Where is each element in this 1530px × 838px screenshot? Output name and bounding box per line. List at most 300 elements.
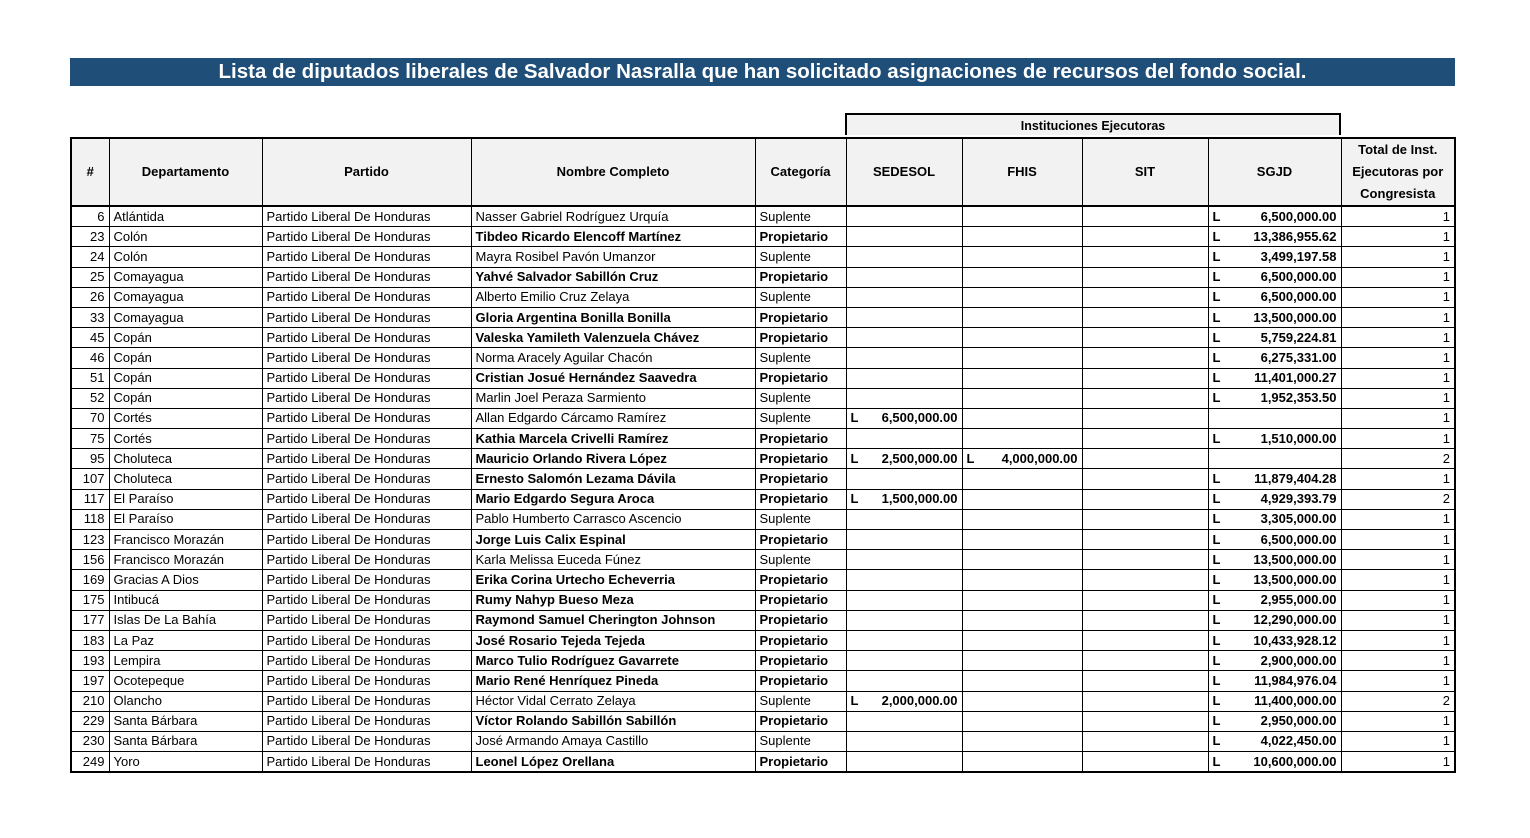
- cell-departamento: Lempira: [109, 651, 262, 671]
- cell-num: 230: [71, 731, 109, 751]
- table-row: [71, 691, 1455, 711]
- amount-value: 6,500,000.00: [1260, 269, 1337, 285]
- cell-num: 118: [71, 509, 109, 529]
- cell-categoria: Propietario: [755, 530, 846, 550]
- cell-fhis: [962, 489, 1082, 509]
- cell-num: 169: [71, 570, 109, 590]
- cell-total: 1: [1341, 550, 1455, 570]
- cell-sedesol: [846, 731, 962, 751]
- cell-departamento: Yoro: [109, 752, 262, 773]
- cell-departamento: El Paraíso: [109, 509, 262, 529]
- cell-sgjd: [1208, 610, 1341, 630]
- cell-partido: Partido Liberal De Honduras: [262, 711, 471, 731]
- cell-nombre: Norma Aracely Aguilar Chacón: [471, 348, 755, 368]
- cell-total: 1: [1341, 671, 1455, 691]
- amount-value: 11,984,976.04: [1254, 672, 1337, 688]
- cell-sedesol: [846, 348, 962, 368]
- cell-departamento: Comayagua: [109, 307, 262, 327]
- cell-nombre: Rumy Nahyp Bueso Meza: [471, 590, 755, 610]
- cell-departamento: Colón: [109, 247, 262, 267]
- cell-total: 1: [1341, 610, 1455, 630]
- cell-fhis: [962, 206, 1082, 227]
- cell-departamento: Comayagua: [109, 267, 262, 287]
- header-sgjd: SGJD: [1208, 138, 1341, 206]
- amount-value: 12,290,000.00: [1253, 612, 1337, 628]
- cell-total: 1: [1341, 267, 1455, 287]
- cell-categoria: Suplente: [755, 509, 846, 529]
- cell-num: 24: [71, 247, 109, 267]
- cell-partido: Partido Liberal De Honduras: [262, 590, 471, 610]
- cell-num: 70: [71, 408, 109, 428]
- amount-value: 13,500,000.00: [1253, 571, 1337, 587]
- table-row: [71, 610, 1455, 630]
- cell-fhis: [962, 348, 1082, 368]
- currency-symbol: L: [1212, 349, 1221, 365]
- cell-partido: Partido Liberal De Honduras: [262, 691, 471, 711]
- currency-symbol: L: [1212, 551, 1221, 567]
- cell-categoria: Propietario: [755, 469, 846, 489]
- table-row: [71, 630, 1455, 650]
- cell-categoria: Propietario: [755, 590, 846, 610]
- amount-value: 2,900,000.00: [1260, 652, 1337, 668]
- header-fhis: FHIS: [962, 138, 1082, 206]
- cell-sgjd: [1208, 530, 1341, 550]
- cell-sedesol: [846, 368, 962, 388]
- cell-num: 183: [71, 630, 109, 650]
- cell-total: 2: [1341, 489, 1455, 509]
- currency-symbol: L: [966, 450, 975, 466]
- cell-total: 1: [1341, 570, 1455, 590]
- table-row: [71, 530, 1455, 550]
- table-row: [71, 328, 1455, 348]
- currency-symbol: L: [1212, 511, 1221, 527]
- cell-fhis: [962, 570, 1082, 590]
- cell-categoria: Suplente: [755, 731, 846, 751]
- cell-sit: [1082, 590, 1208, 610]
- cell-sgjd: [1208, 570, 1341, 590]
- cell-total: 1: [1341, 752, 1455, 773]
- cell-num: 156: [71, 550, 109, 570]
- amount-value: 6,500,000.00: [1260, 531, 1337, 547]
- cell-sit: [1082, 287, 1208, 307]
- cell-partido: Partido Liberal De Honduras: [262, 287, 471, 307]
- cell-num: 46: [71, 348, 109, 368]
- table-row: [71, 469, 1455, 489]
- cell-total: 2: [1341, 691, 1455, 711]
- cell-nombre: Karla Melissa Euceda Fúnez: [471, 550, 755, 570]
- cell-sedesol: [846, 711, 962, 731]
- currency-symbol: L: [1212, 269, 1221, 285]
- amount-value: 13,500,000.00: [1253, 551, 1337, 567]
- cell-nombre: Mario René Henríquez Pineda: [471, 671, 755, 691]
- amount-value: 11,401,000.27: [1254, 370, 1337, 386]
- cell-departamento: Intibucá: [109, 590, 262, 610]
- cell-sedesol: [846, 307, 962, 327]
- cell-categoria: Propietario: [755, 570, 846, 590]
- cell-sit: [1082, 550, 1208, 570]
- cell-departamento: Copán: [109, 388, 262, 408]
- cell-num: 95: [71, 449, 109, 469]
- currency-symbol: L: [1212, 390, 1221, 406]
- cell-departamento: Ocotepeque: [109, 671, 262, 691]
- cell-sgjd: [1208, 630, 1341, 650]
- cell-num: 6: [71, 206, 109, 227]
- cell-fhis: [962, 368, 1082, 388]
- table-row: [71, 287, 1455, 307]
- cell-total: 1: [1341, 388, 1455, 408]
- cell-sedesol: [846, 206, 962, 227]
- cell-sgjd: [1208, 328, 1341, 348]
- currency-symbol: L: [1212, 592, 1221, 608]
- amount-value: 4,022,450.00: [1260, 733, 1337, 749]
- cell-sedesol: [846, 328, 962, 348]
- header-nombre: Nombre Completo: [471, 138, 755, 206]
- cell-fhis: [962, 651, 1082, 671]
- cell-departamento: Choluteca: [109, 449, 262, 469]
- cell-fhis: [962, 429, 1082, 449]
- cell-nombre: Alberto Emilio Cruz Zelaya: [471, 287, 755, 307]
- cell-sgjd: [1208, 489, 1341, 509]
- cell-sit: [1082, 691, 1208, 711]
- cell-partido: Partido Liberal De Honduras: [262, 408, 471, 428]
- cell-partido: Partido Liberal De Honduras: [262, 550, 471, 570]
- table-row: [71, 429, 1455, 449]
- table-body: [71, 206, 1455, 772]
- cell-fhis: [962, 731, 1082, 751]
- amount-value: 4,929,393.79: [1260, 491, 1337, 507]
- currency-symbol: L: [1212, 612, 1221, 628]
- cell-total: 2: [1341, 449, 1455, 469]
- cell-sit: [1082, 752, 1208, 773]
- currency-symbol: L: [1212, 370, 1221, 386]
- cell-total: 1: [1341, 711, 1455, 731]
- cell-nombre: Nasser Gabriel Rodríguez Urquía: [471, 206, 755, 227]
- cell-sgjd: [1208, 287, 1341, 307]
- amount-value: 1,500,000.00: [881, 491, 958, 507]
- cell-total: 1: [1341, 368, 1455, 388]
- cell-sgjd: [1208, 449, 1341, 469]
- cell-sit: [1082, 489, 1208, 509]
- cell-partido: Partido Liberal De Honduras: [262, 348, 471, 368]
- cell-fhis: [962, 691, 1082, 711]
- cell-fhis: [962, 509, 1082, 529]
- cell-num: 75: [71, 429, 109, 449]
- cell-nombre: Tibdeo Ricardo Elencoff Martínez: [471, 227, 755, 247]
- cell-num: 229: [71, 711, 109, 731]
- cell-nombre: Víctor Rolando Sabillón Sabillón: [471, 711, 755, 731]
- cell-total: 1: [1341, 469, 1455, 489]
- cell-total: 1: [1341, 206, 1455, 227]
- amount-value: 11,400,000.00: [1254, 693, 1337, 709]
- table-row: [71, 509, 1455, 529]
- cell-num: 210: [71, 691, 109, 711]
- cell-partido: Partido Liberal De Honduras: [262, 630, 471, 650]
- currency-symbol: L: [1212, 228, 1221, 244]
- amount-value: 3,305,000.00: [1260, 511, 1337, 527]
- cell-fhis: [962, 227, 1082, 247]
- currency-symbol: L: [1212, 491, 1221, 507]
- cell-sgjd: [1208, 408, 1341, 428]
- amount-value: 1,510,000.00: [1260, 430, 1337, 446]
- cell-sit: [1082, 408, 1208, 428]
- currency-symbol: L: [1212, 471, 1221, 487]
- cell-partido: Partido Liberal De Honduras: [262, 227, 471, 247]
- amount-value: 4,000,000.00: [1001, 450, 1078, 466]
- cell-num: 249: [71, 752, 109, 773]
- currency-symbol: L: [1212, 632, 1221, 648]
- cell-nombre: Mayra Rosibel Pavón Umanzor: [471, 247, 755, 267]
- cell-sedesol: [846, 388, 962, 408]
- currency-symbol: L: [1212, 309, 1221, 325]
- cell-total: 1: [1341, 408, 1455, 428]
- cell-departamento: Choluteca: [109, 469, 262, 489]
- cell-fhis: [962, 247, 1082, 267]
- cell-categoria: Propietario: [755, 307, 846, 327]
- currency-symbol: L: [1212, 753, 1221, 769]
- table-row: [71, 307, 1455, 327]
- cell-num: 52: [71, 388, 109, 408]
- cell-nombre: Héctor Vidal Cerrato Zelaya: [471, 691, 755, 711]
- cell-sedesol: [846, 429, 962, 449]
- cell-categoria: Suplente: [755, 206, 846, 227]
- amount-value: 13,386,955.62: [1253, 228, 1337, 244]
- cell-categoria: Propietario: [755, 671, 846, 691]
- cell-total: 1: [1341, 429, 1455, 449]
- cell-sedesol: [846, 287, 962, 307]
- cell-sedesol: [846, 590, 962, 610]
- cell-nombre: Ernesto Salomón Lezama Dávila: [471, 469, 755, 489]
- deputies-table: [70, 137, 1456, 773]
- document-title: Lista de diputados liberales de Salvador Nasralla que han solicitado asignaciones de recursos del fondo social.: [70, 58, 1455, 86]
- cell-partido: Partido Liberal De Honduras: [262, 509, 471, 529]
- cell-nombre: Allan Edgardo Cárcamo Ramírez: [471, 408, 755, 428]
- table-row: [71, 227, 1455, 247]
- cell-fhis: [962, 388, 1082, 408]
- cell-total: 1: [1341, 509, 1455, 529]
- cell-sit: [1082, 469, 1208, 489]
- table-row: [71, 590, 1455, 610]
- header-num: #: [71, 138, 109, 206]
- amount-value: 3,499,197.58: [1260, 248, 1337, 264]
- header-total: Total de Inst. Ejecutoras por Congresista: [1341, 138, 1455, 206]
- cell-categoria: Propietario: [755, 267, 846, 287]
- table-row: [71, 247, 1455, 267]
- cell-sit: [1082, 267, 1208, 287]
- cell-sgjd: [1208, 550, 1341, 570]
- cell-departamento: Colón: [109, 227, 262, 247]
- amount-value: 2,000,000.00: [881, 693, 958, 709]
- cell-sgjd: [1208, 247, 1341, 267]
- cell-fhis: [962, 550, 1082, 570]
- header-partido: Partido: [262, 138, 471, 206]
- cell-sgjd: [1208, 731, 1341, 751]
- header-sit: SIT: [1082, 138, 1208, 206]
- amount-value: 10,600,000.00: [1253, 753, 1337, 769]
- cell-sedesol: [846, 509, 962, 529]
- cell-nombre: Mauricio Orlando Rivera López: [471, 449, 755, 469]
- cell-departamento: Santa Bárbara: [109, 711, 262, 731]
- table-row: [71, 752, 1455, 773]
- cell-num: 45: [71, 328, 109, 348]
- cell-nombre: Kathia Marcela Crivelli Ramírez: [471, 429, 755, 449]
- cell-fhis: [962, 307, 1082, 327]
- cell-num: 177: [71, 610, 109, 630]
- currency-symbol: L: [850, 491, 859, 507]
- cell-nombre: José Armando Amaya Castillo: [471, 731, 755, 751]
- cell-nombre: Marlin Joel Peraza Sarmiento: [471, 388, 755, 408]
- cell-total: 1: [1341, 731, 1455, 751]
- table-header-row: [71, 138, 1455, 206]
- cell-departamento: Cortés: [109, 408, 262, 428]
- cell-sedesol: [846, 752, 962, 773]
- cell-sgjd: [1208, 711, 1341, 731]
- amount-value: 11,879,404.28: [1254, 471, 1337, 487]
- cell-categoria: Suplente: [755, 691, 846, 711]
- currency-symbol: L: [1212, 430, 1221, 446]
- cell-total: 1: [1341, 590, 1455, 610]
- cell-nombre: Leonel López Orellana: [471, 752, 755, 773]
- cell-departamento: Cortés: [109, 429, 262, 449]
- cell-sgjd: [1208, 348, 1341, 368]
- cell-sit: [1082, 348, 1208, 368]
- cell-sedesol: [846, 570, 962, 590]
- cell-nombre: Valeska Yamileth Valenzuela Chávez: [471, 328, 755, 348]
- cell-num: 197: [71, 671, 109, 691]
- amount-value: 6,500,000.00: [1260, 289, 1337, 305]
- cell-fhis: [962, 671, 1082, 691]
- cell-departamento: Francisco Morazán: [109, 530, 262, 550]
- header-departamento: Departamento: [109, 138, 262, 206]
- currency-symbol: L: [850, 410, 859, 426]
- cell-total: 1: [1341, 307, 1455, 327]
- cell-nombre: Mario Edgardo Segura Aroca: [471, 489, 755, 509]
- cell-categoria: Suplente: [755, 348, 846, 368]
- cell-fhis: [962, 469, 1082, 489]
- cell-sgjd: [1208, 752, 1341, 773]
- cell-nombre: Yahvé Salvador Sabillón Cruz: [471, 267, 755, 287]
- currency-symbol: L: [1212, 652, 1221, 668]
- cell-num: 33: [71, 307, 109, 327]
- cell-sgjd: [1208, 388, 1341, 408]
- cell-num: 26: [71, 287, 109, 307]
- cell-sedesol: [846, 630, 962, 650]
- cell-sit: [1082, 630, 1208, 650]
- cell-sgjd: [1208, 590, 1341, 610]
- cell-categoria: Propietario: [755, 227, 846, 247]
- cell-partido: Partido Liberal De Honduras: [262, 610, 471, 630]
- cell-categoria: Propietario: [755, 651, 846, 671]
- cell-sit: [1082, 388, 1208, 408]
- cell-num: 175: [71, 590, 109, 610]
- cell-num: 23: [71, 227, 109, 247]
- cell-partido: Partido Liberal De Honduras: [262, 752, 471, 773]
- cell-sit: [1082, 247, 1208, 267]
- cell-num: 51: [71, 368, 109, 388]
- amount-value: 1,952,353.50: [1260, 390, 1337, 406]
- cell-total: 1: [1341, 247, 1455, 267]
- cell-sedesol: [846, 469, 962, 489]
- cell-sit: [1082, 368, 1208, 388]
- amount-value: 10,433,928.12: [1253, 632, 1337, 648]
- cell-departamento: Santa Bárbara: [109, 731, 262, 751]
- cell-departamento: Olancho: [109, 691, 262, 711]
- cell-sedesol: [846, 651, 962, 671]
- cell-departamento: La Paz: [109, 630, 262, 650]
- amount-value: 2,955,000.00: [1260, 592, 1337, 608]
- cell-sgjd: [1208, 651, 1341, 671]
- cell-categoria: Propietario: [755, 328, 846, 348]
- cell-sedesol: [846, 247, 962, 267]
- cell-sit: [1082, 610, 1208, 630]
- cell-sgjd: [1208, 691, 1341, 711]
- cell-sedesol: [846, 530, 962, 550]
- header-categoria: Categoría: [755, 138, 846, 206]
- cell-nombre: Cristian Josué Hernández Saavedra: [471, 368, 755, 388]
- cell-partido: Partido Liberal De Honduras: [262, 206, 471, 227]
- currency-symbol: L: [1212, 672, 1221, 688]
- cell-nombre: Marco Tulio Rodríguez Gavarrete: [471, 651, 755, 671]
- cell-nombre: Raymond Samuel Cherington Johnson: [471, 610, 755, 630]
- cell-partido: Partido Liberal De Honduras: [262, 247, 471, 267]
- cell-fhis: [962, 328, 1082, 348]
- cell-sit: [1082, 449, 1208, 469]
- cell-total: 1: [1341, 227, 1455, 247]
- cell-partido: Partido Liberal De Honduras: [262, 671, 471, 691]
- cell-fhis: [962, 752, 1082, 773]
- cell-sit: [1082, 731, 1208, 751]
- amount-value: 6,500,000.00: [1260, 208, 1337, 224]
- cell-partido: Partido Liberal De Honduras: [262, 570, 471, 590]
- cell-categoria: Propietario: [755, 489, 846, 509]
- cell-departamento: Islas De La Bahía: [109, 610, 262, 630]
- cell-nombre: Erika Corina Urtecho Echeverria: [471, 570, 755, 590]
- cell-total: 1: [1341, 530, 1455, 550]
- table-row: [71, 368, 1455, 388]
- cell-total: 1: [1341, 651, 1455, 671]
- cell-departamento: Copán: [109, 328, 262, 348]
- cell-sgjd: [1208, 671, 1341, 691]
- cell-departamento: Copán: [109, 368, 262, 388]
- table-row: [71, 206, 1455, 227]
- cell-fhis: [962, 630, 1082, 650]
- currency-symbol: L: [850, 693, 859, 709]
- cell-fhis: [962, 590, 1082, 610]
- cell-sit: [1082, 530, 1208, 550]
- cell-sit: [1082, 509, 1208, 529]
- cell-categoria: Suplente: [755, 408, 846, 428]
- cell-nombre: Gloria Argentina Bonilla Bonilla: [471, 307, 755, 327]
- cell-nombre: Jorge Luis Calix Espinal: [471, 530, 755, 550]
- amount-value: 2,950,000.00: [1260, 713, 1337, 729]
- cell-departamento: Atlántida: [109, 206, 262, 227]
- cell-sedesol: [846, 489, 962, 509]
- cell-categoria: Propietario: [755, 429, 846, 449]
- header-sedesol: SEDESOL: [846, 138, 962, 206]
- cell-sit: [1082, 570, 1208, 590]
- cell-fhis: [962, 610, 1082, 630]
- amount-value: 2,500,000.00: [881, 450, 958, 466]
- cell-sedesol: [846, 691, 962, 711]
- cell-sgjd: [1208, 227, 1341, 247]
- cell-departamento: Gracias A Dios: [109, 570, 262, 590]
- table-row: [71, 489, 1455, 509]
- cell-total: 1: [1341, 348, 1455, 368]
- cell-fhis: [962, 530, 1082, 550]
- cell-partido: Partido Liberal De Honduras: [262, 449, 471, 469]
- cell-sgjd: [1208, 469, 1341, 489]
- cell-sedesol: [846, 408, 962, 428]
- cell-partido: Partido Liberal De Honduras: [262, 489, 471, 509]
